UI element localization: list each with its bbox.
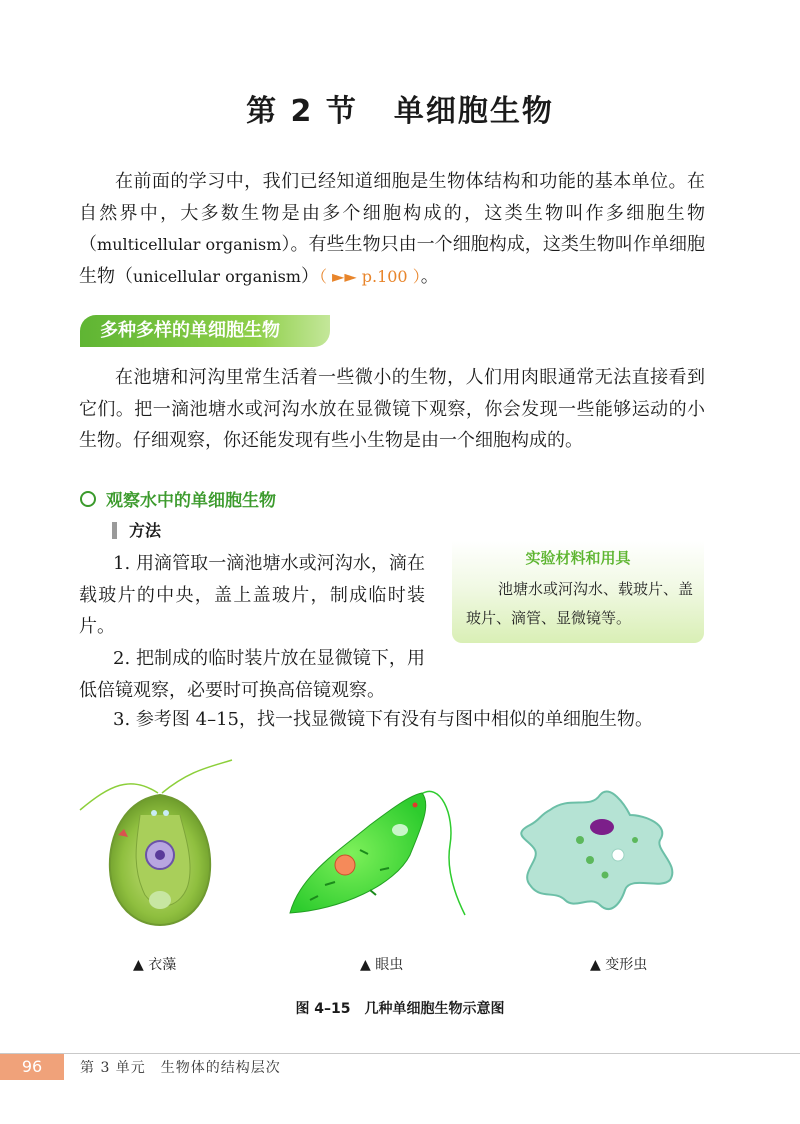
materials-body: 池塘水或河沟水、载玻片、盖玻片、滴管、显微镜等。 bbox=[466, 580, 694, 627]
amoeba-illustration bbox=[521, 792, 672, 910]
footer-divider bbox=[0, 1053, 800, 1054]
bar-marker-icon bbox=[112, 522, 117, 539]
figure-title: 图 4–15 几种单细胞生物示意图 bbox=[295, 1001, 505, 1017]
intro-text-3: ） bbox=[300, 265, 319, 287]
page-number: 96 bbox=[0, 1054, 64, 1080]
section-title bbox=[0, 86, 800, 130]
intro-text-end: 。 bbox=[420, 265, 439, 287]
experiment-title bbox=[80, 486, 276, 511]
method-label-text: 方法 bbox=[129, 521, 162, 540]
intro-text-1: 在前面的学习中，我们已经知道细胞是生物体结构和功能的基本单位。在自然界中，大多数生物是由多个细胞构成的，这类生物叫作多细胞生物（ bbox=[79, 171, 705, 255]
caption-amoeba: ▲ 变形虫 bbox=[590, 957, 648, 973]
materials-box bbox=[452, 541, 704, 643]
section-name: 单细胞生物 bbox=[393, 94, 554, 129]
subsection-paragraph: 在池塘和河沟里常生活着一些微小的生物，人们用肉眼通常无法直接看到它们。把一滴池塘水或河沟水放在显微镜下观察，你会发现一些能够运动的小生物。仔细观察，你还能发现有些小生物是由一个细胞构成的。 bbox=[79, 367, 705, 451]
page-reference-link[interactable]: （ ►► p.100 ） bbox=[318, 266, 421, 286]
step-2: 2. 把制成的临时装片放在显微镜下，用低倍镜观察，必要时可换高倍镜观察。 bbox=[79, 648, 425, 701]
term-unicellular: unicellular organism bbox=[133, 266, 301, 286]
circle-icon bbox=[80, 491, 96, 507]
chlamydomonas-illustration bbox=[80, 760, 232, 925]
experiment-title-text: 观察水中的单细胞生物 bbox=[106, 491, 276, 511]
term-multicellular: multicellular organism bbox=[97, 235, 282, 254]
section-number: 第 2 节 bbox=[246, 94, 358, 129]
step-1: 1. 用滴管取一滴池塘水或河沟水，滴在载玻片的中央，盖上盖玻片，制成临时装片。 bbox=[79, 553, 425, 637]
method-label bbox=[112, 518, 161, 541]
organism-illustrations bbox=[70, 755, 730, 935]
footer-unit-title: 第 3 单元 生物体的结构层次 bbox=[80, 1060, 281, 1076]
euglena-illustration bbox=[290, 791, 465, 915]
intro-paragraph bbox=[79, 166, 705, 292]
materials-title: 实验材料和用具 bbox=[525, 549, 631, 567]
caption-euglena: ▲ 眼虫 bbox=[360, 957, 404, 973]
subsection-heading: 多种多样的单细胞生物 bbox=[80, 315, 330, 347]
step-3: 3. 参考图 4–15，找一找显微镜下有没有与图中相似的单细胞生物。 bbox=[113, 709, 653, 730]
intro-text-2: ）。有些生物只由一个细胞构成，这类生物叫作单细胞生物（ bbox=[79, 234, 706, 287]
caption-chlamydomonas: ▲ 衣藻 bbox=[133, 957, 177, 973]
